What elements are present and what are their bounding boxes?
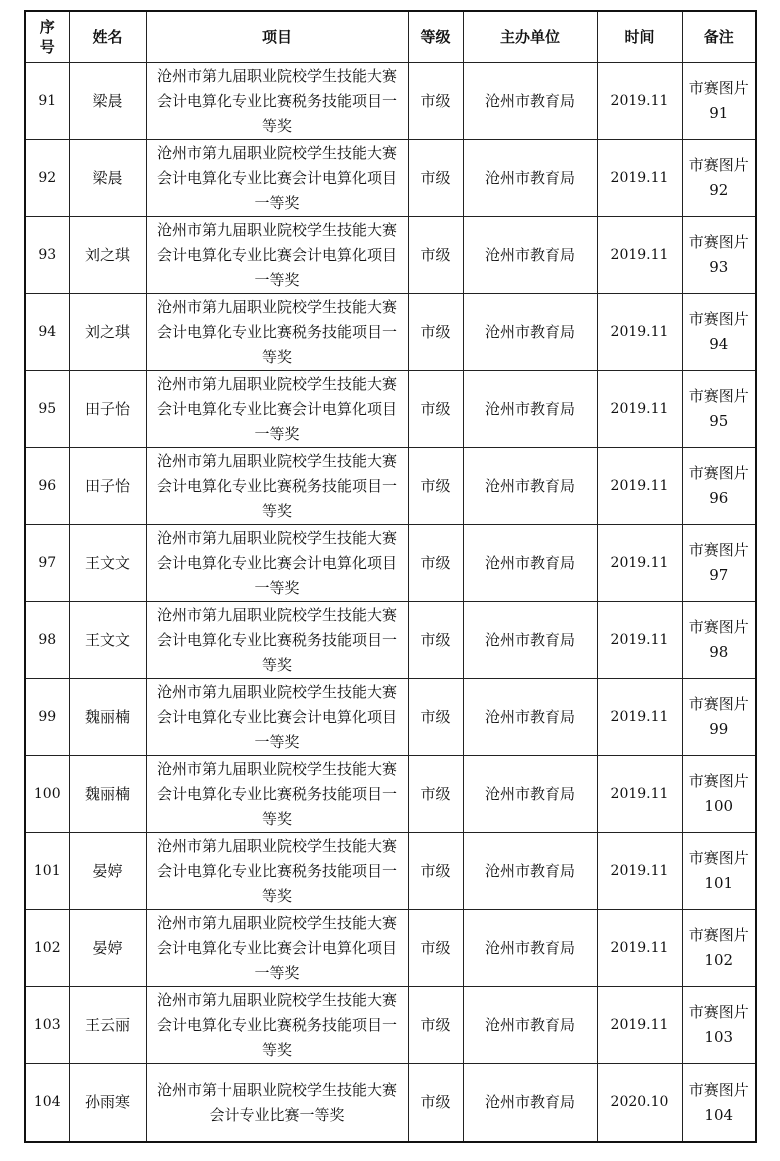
cell-time: 2019.11 (597, 371, 682, 448)
cell-note: 市赛图片 97 (682, 525, 756, 602)
cell-level: 市级 (408, 987, 463, 1064)
cell-organizer: 沧州市教育局 (463, 371, 597, 448)
table-row (25, 63, 756, 140)
cell-name: 王文文 (69, 602, 146, 679)
cell-level: 市级 (408, 910, 463, 987)
awards-table (24, 10, 757, 1143)
cell-level: 市级 (408, 833, 463, 910)
cell-note: 市赛图片 99 (682, 679, 756, 756)
cell-project: 沧州市第九届职业院校学生技能大赛会计电算化专业比赛税务技能项目一等奖 (146, 833, 408, 910)
cell-name: 田子怡 (69, 448, 146, 525)
table-row (25, 756, 756, 833)
cell-seq: 101 (25, 833, 69, 910)
cell-time: 2019.11 (597, 294, 682, 371)
cell-organizer: 沧州市教育局 (463, 679, 597, 756)
cell-note: 市赛图片 101 (682, 833, 756, 910)
cell-time: 2019.11 (597, 525, 682, 602)
cell-time: 2019.11 (597, 987, 682, 1064)
cell-level: 市级 (408, 1064, 463, 1143)
table-row (25, 679, 756, 756)
cell-level: 市级 (408, 371, 463, 448)
cell-seq: 94 (25, 294, 69, 371)
cell-seq: 99 (25, 679, 69, 756)
cell-project: 沧州市第九届职业院校学生技能大赛会计电算化专业比赛税务技能项目一等奖 (146, 63, 408, 140)
header-seq: 序号 (25, 11, 69, 63)
cell-organizer: 沧州市教育局 (463, 140, 597, 217)
cell-project: 沧州市第十届职业院校学生技能大赛会计专业比赛一等奖 (146, 1064, 408, 1143)
cell-seq: 100 (25, 756, 69, 833)
cell-note: 市赛图片 93 (682, 217, 756, 294)
cell-name: 魏丽楠 (69, 679, 146, 756)
cell-project: 沧州市第九届职业院校学生技能大赛会计电算化专业比赛会计电算化项目一等奖 (146, 140, 408, 217)
cell-organizer: 沧州市教育局 (463, 602, 597, 679)
cell-organizer: 沧州市教育局 (463, 833, 597, 910)
table-row (25, 833, 756, 910)
cell-seq: 92 (25, 140, 69, 217)
cell-time: 2019.11 (597, 833, 682, 910)
cell-organizer: 沧州市教育局 (463, 525, 597, 602)
cell-project: 沧州市第九届职业院校学生技能大赛会计电算化专业比赛会计电算化项目一等奖 (146, 371, 408, 448)
table-row (25, 1064, 756, 1143)
cell-level: 市级 (408, 602, 463, 679)
table-row (25, 294, 756, 371)
cell-level: 市级 (408, 525, 463, 602)
cell-time: 2019.11 (597, 602, 682, 679)
cell-project: 沧州市第九届职业院校学生技能大赛会计电算化专业比赛税务技能项目一等奖 (146, 294, 408, 371)
table-row (25, 140, 756, 217)
cell-time: 2019.11 (597, 140, 682, 217)
cell-organizer: 沧州市教育局 (463, 756, 597, 833)
cell-name: 刘之琪 (69, 294, 146, 371)
cell-level: 市级 (408, 63, 463, 140)
cell-project: 沧州市第九届职业院校学生技能大赛会计电算化专业比赛会计电算化项目一等奖 (146, 679, 408, 756)
cell-seq: 91 (25, 63, 69, 140)
cell-seq: 97 (25, 525, 69, 602)
cell-project: 沧州市第九届职业院校学生技能大赛会计电算化专业比赛税务技能项目一等奖 (146, 987, 408, 1064)
cell-note: 市赛图片 100 (682, 756, 756, 833)
cell-name: 梁晨 (69, 63, 146, 140)
header-level: 等级 (408, 11, 463, 63)
cell-name: 魏丽楠 (69, 756, 146, 833)
cell-organizer: 沧州市教育局 (463, 1064, 597, 1143)
header-row (25, 11, 756, 63)
cell-note: 市赛图片 95 (682, 371, 756, 448)
cell-time: 2019.11 (597, 910, 682, 987)
table-row (25, 371, 756, 448)
cell-organizer: 沧州市教育局 (463, 217, 597, 294)
cell-seq: 93 (25, 217, 69, 294)
cell-time: 2019.11 (597, 217, 682, 294)
cell-project: 沧州市第九届职业院校学生技能大赛会计电算化专业比赛会计电算化项目一等奖 (146, 525, 408, 602)
cell-project: 沧州市第九届职业院校学生技能大赛会计电算化专业比赛会计电算化项目一等奖 (146, 910, 408, 987)
cell-organizer: 沧州市教育局 (463, 448, 597, 525)
cell-seq: 102 (25, 910, 69, 987)
cell-level: 市级 (408, 217, 463, 294)
cell-note: 市赛图片 98 (682, 602, 756, 679)
cell-note: 市赛图片 91 (682, 63, 756, 140)
cell-seq: 104 (25, 1064, 69, 1143)
cell-time: 2019.11 (597, 448, 682, 525)
table-row (25, 987, 756, 1064)
header-organizer: 主办单位 (463, 11, 597, 63)
table-row (25, 602, 756, 679)
cell-seq: 95 (25, 371, 69, 448)
cell-name: 晏婷 (69, 833, 146, 910)
cell-note: 市赛图片 94 (682, 294, 756, 371)
table-row (25, 217, 756, 294)
cell-level: 市级 (408, 756, 463, 833)
table-row (25, 910, 756, 987)
cell-project: 沧州市第九届职业院校学生技能大赛会计电算化专业比赛税务技能项目一等奖 (146, 448, 408, 525)
cell-organizer: 沧州市教育局 (463, 987, 597, 1064)
header-name: 姓名 (69, 11, 146, 63)
cell-note: 市赛图片 103 (682, 987, 756, 1064)
cell-time: 2019.11 (597, 63, 682, 140)
cell-note: 市赛图片 104 (682, 1064, 756, 1143)
cell-level: 市级 (408, 294, 463, 371)
header-time: 时间 (597, 11, 682, 63)
cell-time: 2019.11 (597, 679, 682, 756)
cell-note: 市赛图片 96 (682, 448, 756, 525)
cell-note: 市赛图片 92 (682, 140, 756, 217)
cell-project: 沧州市第九届职业院校学生技能大赛会计电算化专业比赛会计电算化项目一等奖 (146, 217, 408, 294)
cell-name: 晏婷 (69, 910, 146, 987)
header-note: 备注 (682, 11, 756, 63)
cell-name: 刘之琪 (69, 217, 146, 294)
table-row (25, 448, 756, 525)
cell-seq: 103 (25, 987, 69, 1064)
cell-organizer: 沧州市教育局 (463, 294, 597, 371)
table-row (25, 525, 756, 602)
cell-level: 市级 (408, 140, 463, 217)
cell-level: 市级 (408, 448, 463, 525)
cell-time: 2019.11 (597, 756, 682, 833)
cell-organizer: 沧州市教育局 (463, 63, 597, 140)
cell-project: 沧州市第九届职业院校学生技能大赛会计电算化专业比赛税务技能项目一等奖 (146, 756, 408, 833)
cell-name: 王云丽 (69, 987, 146, 1064)
cell-organizer: 沧州市教育局 (463, 910, 597, 987)
cell-level: 市级 (408, 679, 463, 756)
cell-name: 田子怡 (69, 371, 146, 448)
cell-seq: 96 (25, 448, 69, 525)
header-project: 项目 (146, 11, 408, 63)
cell-name: 梁晨 (69, 140, 146, 217)
cell-note: 市赛图片 102 (682, 910, 756, 987)
cell-name: 王文文 (69, 525, 146, 602)
cell-project: 沧州市第九届职业院校学生技能大赛会计电算化专业比赛税务技能项目一等奖 (146, 602, 408, 679)
cell-name: 孙雨寒 (69, 1064, 146, 1143)
cell-seq: 98 (25, 602, 69, 679)
cell-time: 2020.10 (597, 1064, 682, 1143)
